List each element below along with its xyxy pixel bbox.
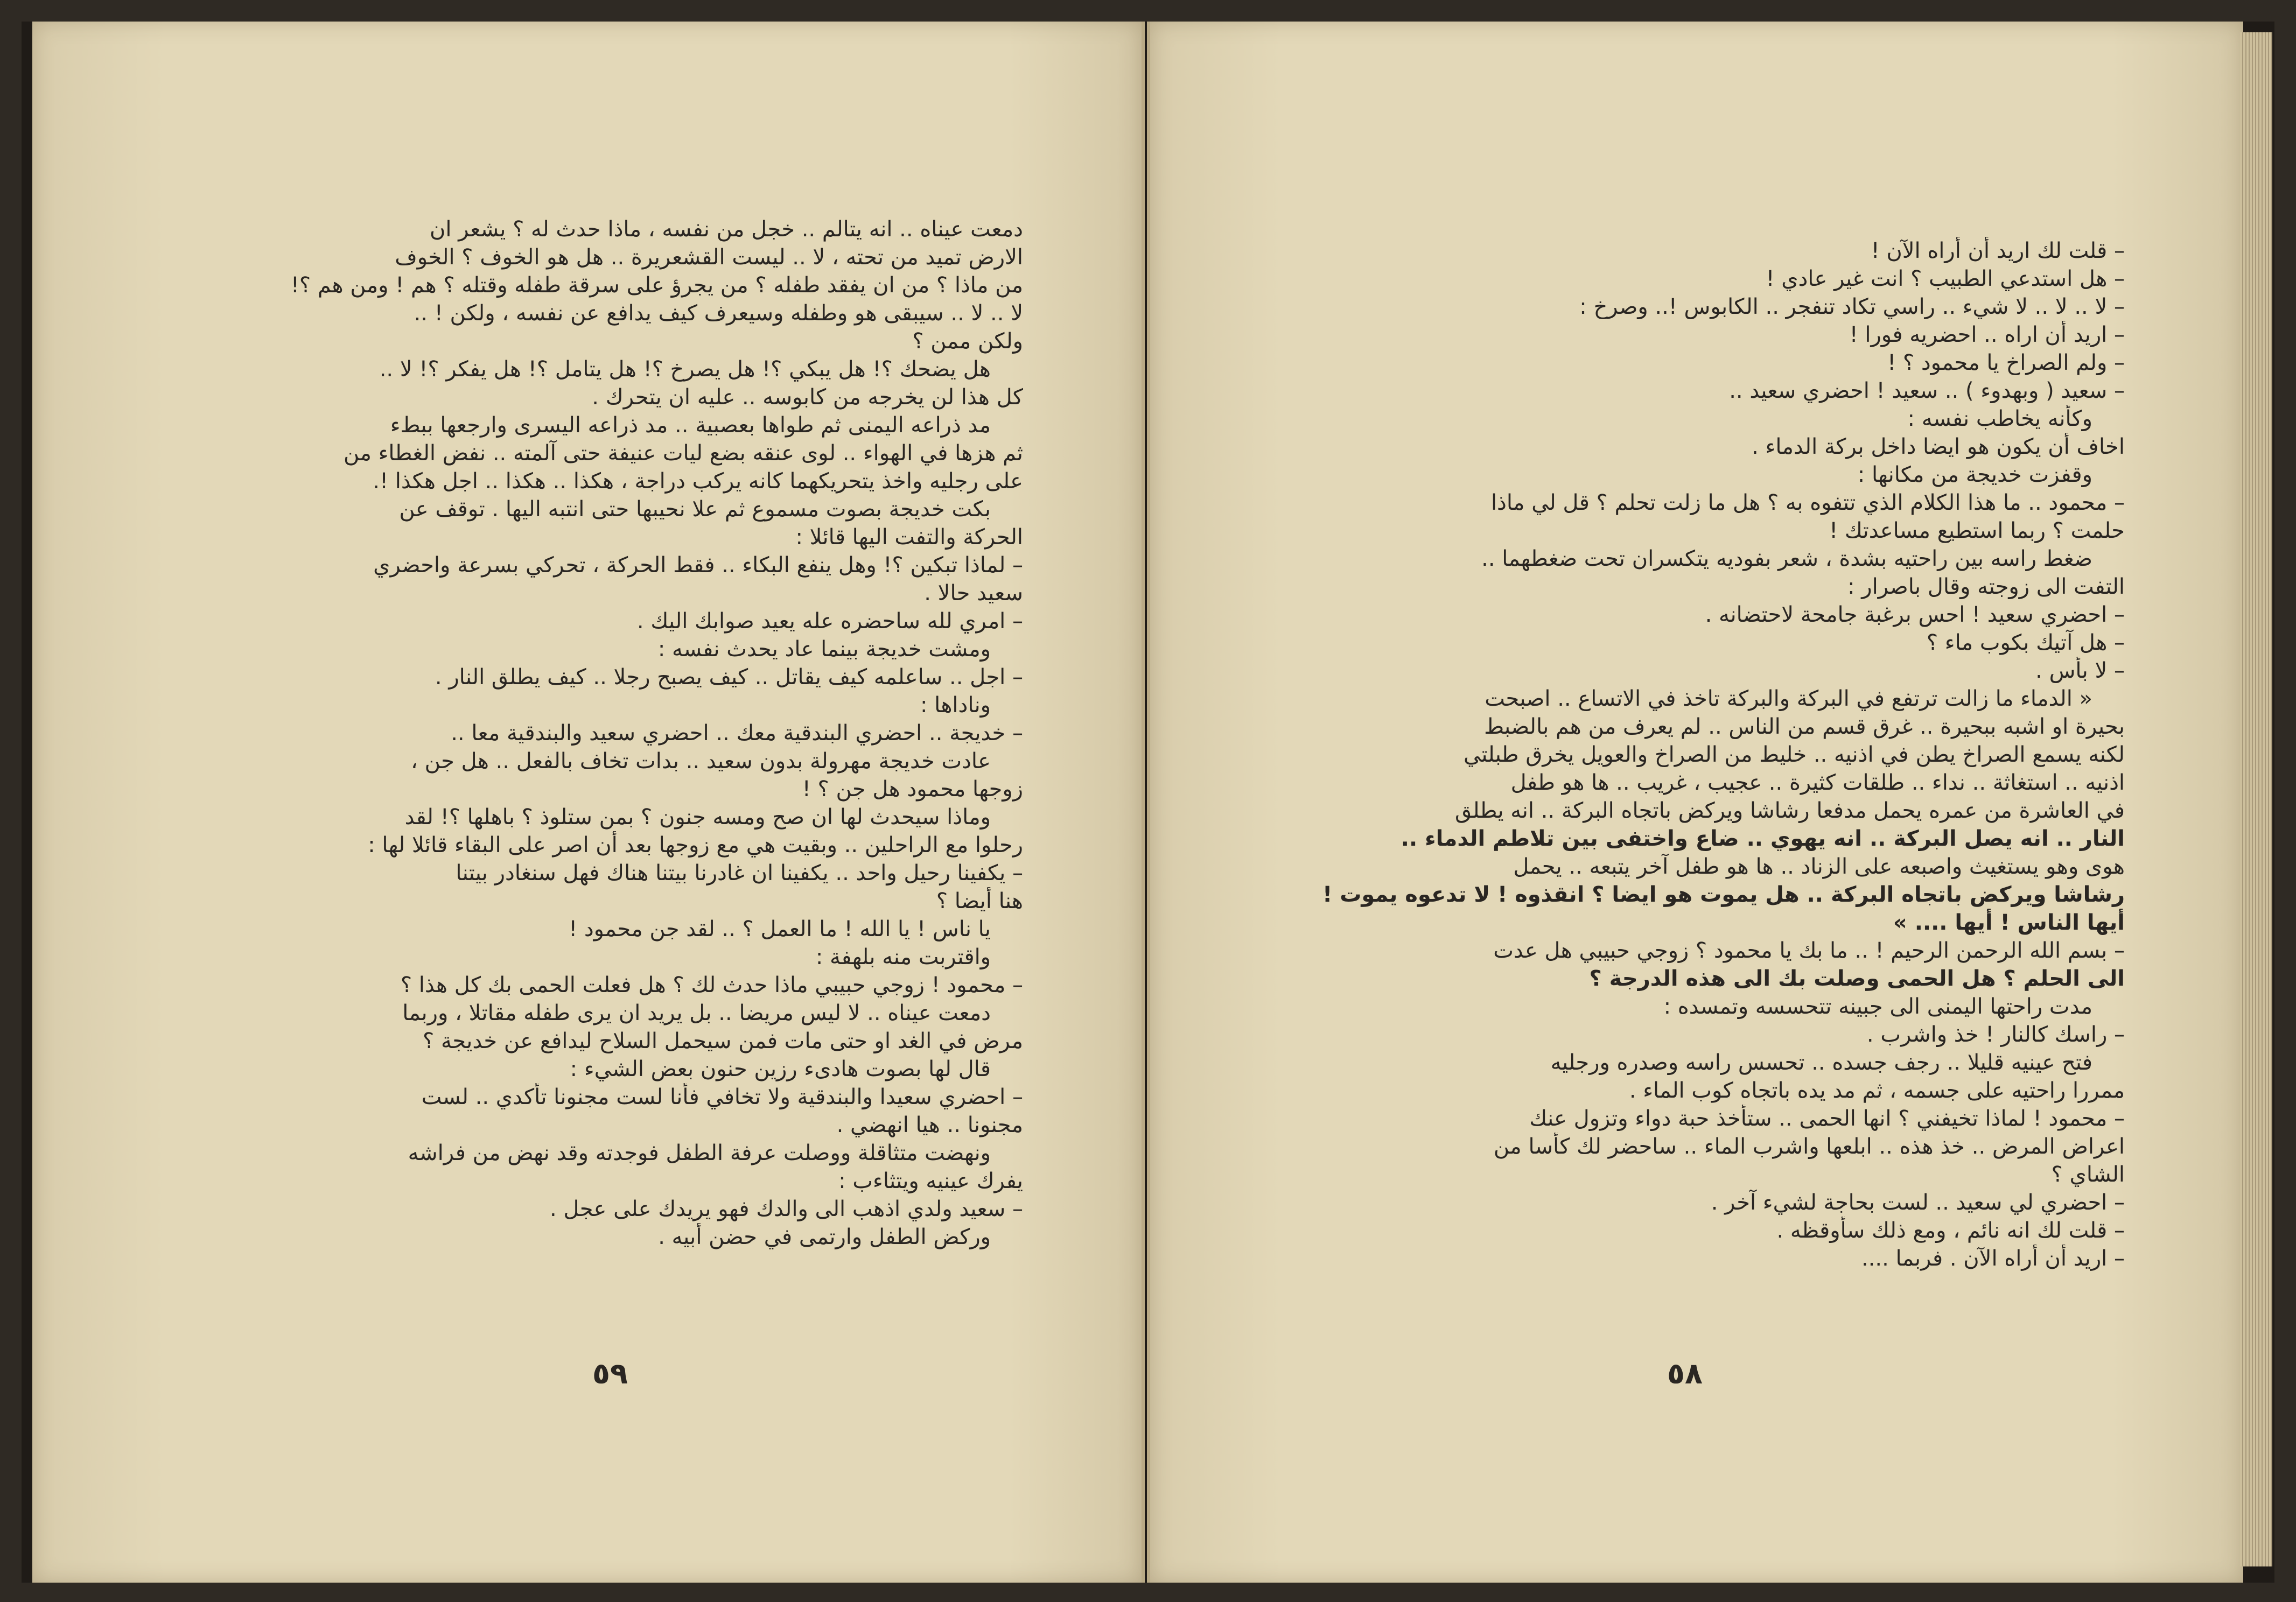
text-line: ممررا راحتيه على جسمه ، ثم مد يده باتجاه كوب الماء . xyxy=(1629,1078,2125,1103)
text-line: – لا بأس . xyxy=(2035,658,2125,683)
text-line: – سعيد ولدي اذهب الى والدك فهو يريدك على عجل . xyxy=(549,1197,1023,1221)
text-line: الى الحلم ؟ هل الحمى وصلت بك الى هذه الدرجة ؟ xyxy=(1589,966,2125,991)
text-line: – محمود ! لماذا تخيفني ؟ انها الحمى .. ستأخذ حبة دواء وتزول عنك xyxy=(1529,1106,2125,1131)
text-line: في العاشرة من عمره يحمل مدفعا رشاشا ويركض باتجاه البركة .. انه يطلق xyxy=(1455,798,2125,823)
text-line: – محمود .. ما هذا الكلام الذي تتفوه به ؟ هل ما زلت تحلم ؟ قل لي ماذا xyxy=(1490,490,2125,515)
right-page-text xyxy=(1322,237,2125,1273)
text-line: الشاي ؟ xyxy=(2051,1162,2125,1187)
text-line: ثم هزها في الهواء .. لوى عنقه بضع ليات عنيفة حتى آلمته .. نفض الغطاء من xyxy=(344,441,1023,466)
text-line: اعراض المرض .. خذ هذه .. ابلعها واشرب الماء .. ساحضر لك كأسا من xyxy=(1493,1134,2125,1159)
text-line: – احضري سعيد ! احس برغبة جامحة لاحتضانه . xyxy=(1705,602,2125,627)
text-line: « الدماء ما زالت ترتفع في البركة والبركة تاخذ في الاتساع .. اصبحت xyxy=(1485,686,2092,711)
text-line: وقفزت خديجة من مكانها : xyxy=(1857,462,2092,487)
text-line: – احضري لي سعيد .. لست بحاجة لشيء آخر . xyxy=(1711,1190,2125,1215)
book-spread xyxy=(22,22,2274,1583)
text-line: اخاف أن يكون هو ايضا داخل بركة الدماء . xyxy=(1752,434,2125,459)
text-line: – سعيد ( وبهدوء ) .. سعيد ! احضري سعيد .. xyxy=(1729,378,2125,403)
text-line: حلمت ؟ ربما استطيع مساعدتك ! xyxy=(1829,518,2125,543)
text-line: عادت خديجة مهرولة بدون سعيد .. بدات تخاف بالفعل .. هل جن ، xyxy=(411,749,991,774)
page-edges xyxy=(2240,32,2272,1566)
text-line: – لماذا تبكين ؟! وهل ينفع البكاء .. فقط الحركة ، تحركي بسرعة واحضري xyxy=(373,553,1023,578)
text-line: أيها الناس ! أيها .... » xyxy=(1893,910,2125,935)
text-line: زوجها محمود هل جن ؟ ! xyxy=(802,777,1023,802)
text-line: واقتربت منه بلهفة : xyxy=(815,945,991,969)
text-line: ضغط راسه بين راحتيه بشدة ، شعر بفوديه يتكسران تحت ضغطهما .. xyxy=(1481,546,2092,571)
text-line: يا ناس ! يا الله ! ما العمل ؟ .. لقد جن محمود ! xyxy=(569,917,991,941)
text-line: مرض في الغد او حتى مات فمن سيحمل السلاح ليدافع عن خديجة ؟ xyxy=(423,1029,1023,1053)
text-line: مد ذراعه اليمنى ثم طواها بعصبية .. مد ذراعه اليسرى وارجعها ببطء xyxy=(390,413,991,438)
text-line: هوى وهو يستغيث واصبعه على الزناد .. ها هو طفل آخر يتبعه .. يحمل xyxy=(1513,854,2125,879)
text-line: على رجليه واخذ يتحريكهما كانه يركب دراجة ، هكذا .. هكذا .. اجل هكذا !. xyxy=(373,469,1023,494)
text-line: بكت خديجة بصوت مسموع ثم علا نحيبها حتى انتبه اليها . توقف عن xyxy=(399,497,991,522)
text-line: الارض تميد من تحته ، لا .. ليست القشعريرة .. هل هو الخوف ؟ الخوف xyxy=(395,245,1023,270)
text-line: التفت الى زوجته وقال باصرار : xyxy=(1847,574,2125,599)
text-line: – قلت لك اريد أن أراه الآن ! xyxy=(1871,238,2125,263)
text-line: دمعت عيناه .. لا ليس مريضا .. بل يريد ان يرى طفله مقاتلا ، وربما xyxy=(402,1001,991,1025)
text-line: رشاشا ويركض باتجاه البركة .. هل يموت هو ايضا ؟ انقذوه ! لا تدعوه يموت ! xyxy=(1322,882,2125,907)
text-line: – اريد أن أراه الآن . فربما .... xyxy=(1861,1246,2125,1271)
text-line: هنا أيضا ؟ xyxy=(936,889,1023,914)
text-line: – هل آتيك بكوب ماء ؟ xyxy=(1926,630,2125,655)
left-page xyxy=(32,22,1145,1583)
text-line: – راسك كالنار ! خذ واشرب . xyxy=(1866,1022,2125,1047)
text-line: النار .. انه يصل البركة .. انه يهوي .. ضاع واختفى بين تلاطم الدماء .. xyxy=(1401,826,2125,851)
text-line: بحيرة او اشبه ببحيرة .. غرق قسم من الناس .. لم يعرف من هم بالضبط xyxy=(1484,714,2125,739)
text-line: – خديجة .. احضري البندقية معك .. احضري سعيد والبندقية معا .. xyxy=(451,721,1023,746)
text-line: – اريد أن اراه .. احضريه فورا ! xyxy=(1849,322,2125,347)
text-line: – لا .. لا .. لا شيء .. راسي تكاد تنفجر .. الكابوس !.. وصرخ : xyxy=(1579,294,2125,319)
text-line: وكأنه يخاطب نفسه : xyxy=(1907,406,2092,431)
text-line: ونهضت متثاقلة ووصلت عرفة الطفل فوجدته وقد نهض من فراشه xyxy=(408,1141,991,1165)
text-line: ولكن ممن ؟ xyxy=(912,329,1023,354)
text-line: – محمود ! زوجي حبيبي ماذا حدث لك ؟ هل فعلت الحمى بك كل هذا ؟ xyxy=(400,973,1023,997)
text-line: مدت راحتها اليمنى الى جبينه تتحسسه وتمسده : xyxy=(1663,994,2092,1019)
text-line: – هل استدعي الطبيب ؟ انت غير عادي ! xyxy=(1766,266,2125,291)
text-line: – ولم الصراخ يا محمود ؟ ! xyxy=(1887,350,2125,375)
text-line: دمعت عيناه .. انه يتالم .. خجل من نفسه ، ماذا حدث له ؟ يشعر ان xyxy=(429,217,1023,242)
text-line: يفرك عينيه ويتثاءب : xyxy=(838,1169,1023,1193)
text-line: ومشت خديجة بينما عاد يحدث نفسه : xyxy=(657,637,991,662)
text-line: – بسم الله الرحمن الرحيم ! .. ما بك يا محمود ؟ زوجي حبيبي هل عدت xyxy=(1493,938,2125,963)
text-line: هل يضحك ؟! هل يبكي ؟! هل يصرخ ؟! هل يتامل ؟! هل يفكر ؟! لا .. xyxy=(379,357,991,382)
text-line: – احضري سعيدا والبندقية ولا تخافي فأنا لست مجنونا تأكدي .. لست xyxy=(421,1085,1023,1109)
text-line: – يكفينا رحيل واحد .. يكفينا ان غادرنا بيتنا هناك فهل سنغادر بيتنا xyxy=(456,861,1023,886)
text-line: لكنه يسمع الصراخ يطن في اذنيه .. خليط من الصراخ والعويل يخرق طبلتي xyxy=(1464,742,2125,767)
right-page xyxy=(1147,22,2243,1583)
text-line: – اجل .. ساعلمه كيف يقاتل .. كيف يصبح رجلا .. كيف يطلق النار . xyxy=(435,665,1023,690)
left-page-text xyxy=(226,215,1023,1251)
text-line: – امري لله ساحضره عله يعيد صوابك اليك . xyxy=(636,609,1023,634)
text-line: الحركة والتفت اليها قائلا : xyxy=(795,525,1023,550)
text-line: فتح عينيه قليلا .. رجف جسده .. تحسس راسه وصدره ورجليه xyxy=(1550,1050,2092,1075)
text-line: قال لها بصوت هادىء رزين حنون بعض الشيء : xyxy=(570,1057,991,1081)
page-number: ٥٩ xyxy=(592,1357,628,1390)
text-line: لا .. لا .. سيبقى هو وطفله وسيعرف كيف يدافع عن نفسه ، ولكن ! .. xyxy=(414,301,1023,326)
text-line: كل هذا لن يخرجه من كابوسه .. عليه ان يتحرك . xyxy=(592,385,1023,410)
text-line: سعيد حالا . xyxy=(924,581,1023,606)
text-line: – قلت لك انه نائم ، ومع ذلك سأوقظه . xyxy=(1776,1218,2125,1243)
text-line: اذنيه .. استغاثة .. نداء .. طلقات كثيرة .. عجيب ، غريب .. ها هو طفل xyxy=(1510,770,2125,795)
text-line: وركض الطفل وارتمى في حضن أبيه . xyxy=(658,1225,991,1249)
text-line: وناداها : xyxy=(920,693,991,718)
text-line: رحلوا مع الراحلين .. وبقيت هي مع زوجها بعد أن اصر على البقاء قائلا لها : xyxy=(368,833,1023,858)
text-line: مجنونا .. هيا انهضي . xyxy=(836,1113,1023,1137)
page-number: ٥٨ xyxy=(1667,1357,1703,1390)
text-line: وماذا سيحدث لها ان صح ومسه جنون ؟ بمن ستلوذ ؟ باهلها ؟! لقد xyxy=(404,805,991,830)
text-line: من ماذا ؟ من ان يفقد طفله ؟ من يجرؤ على سرقة طفله وقتله ؟ هم ! ومن هم ؟! xyxy=(290,273,1023,298)
